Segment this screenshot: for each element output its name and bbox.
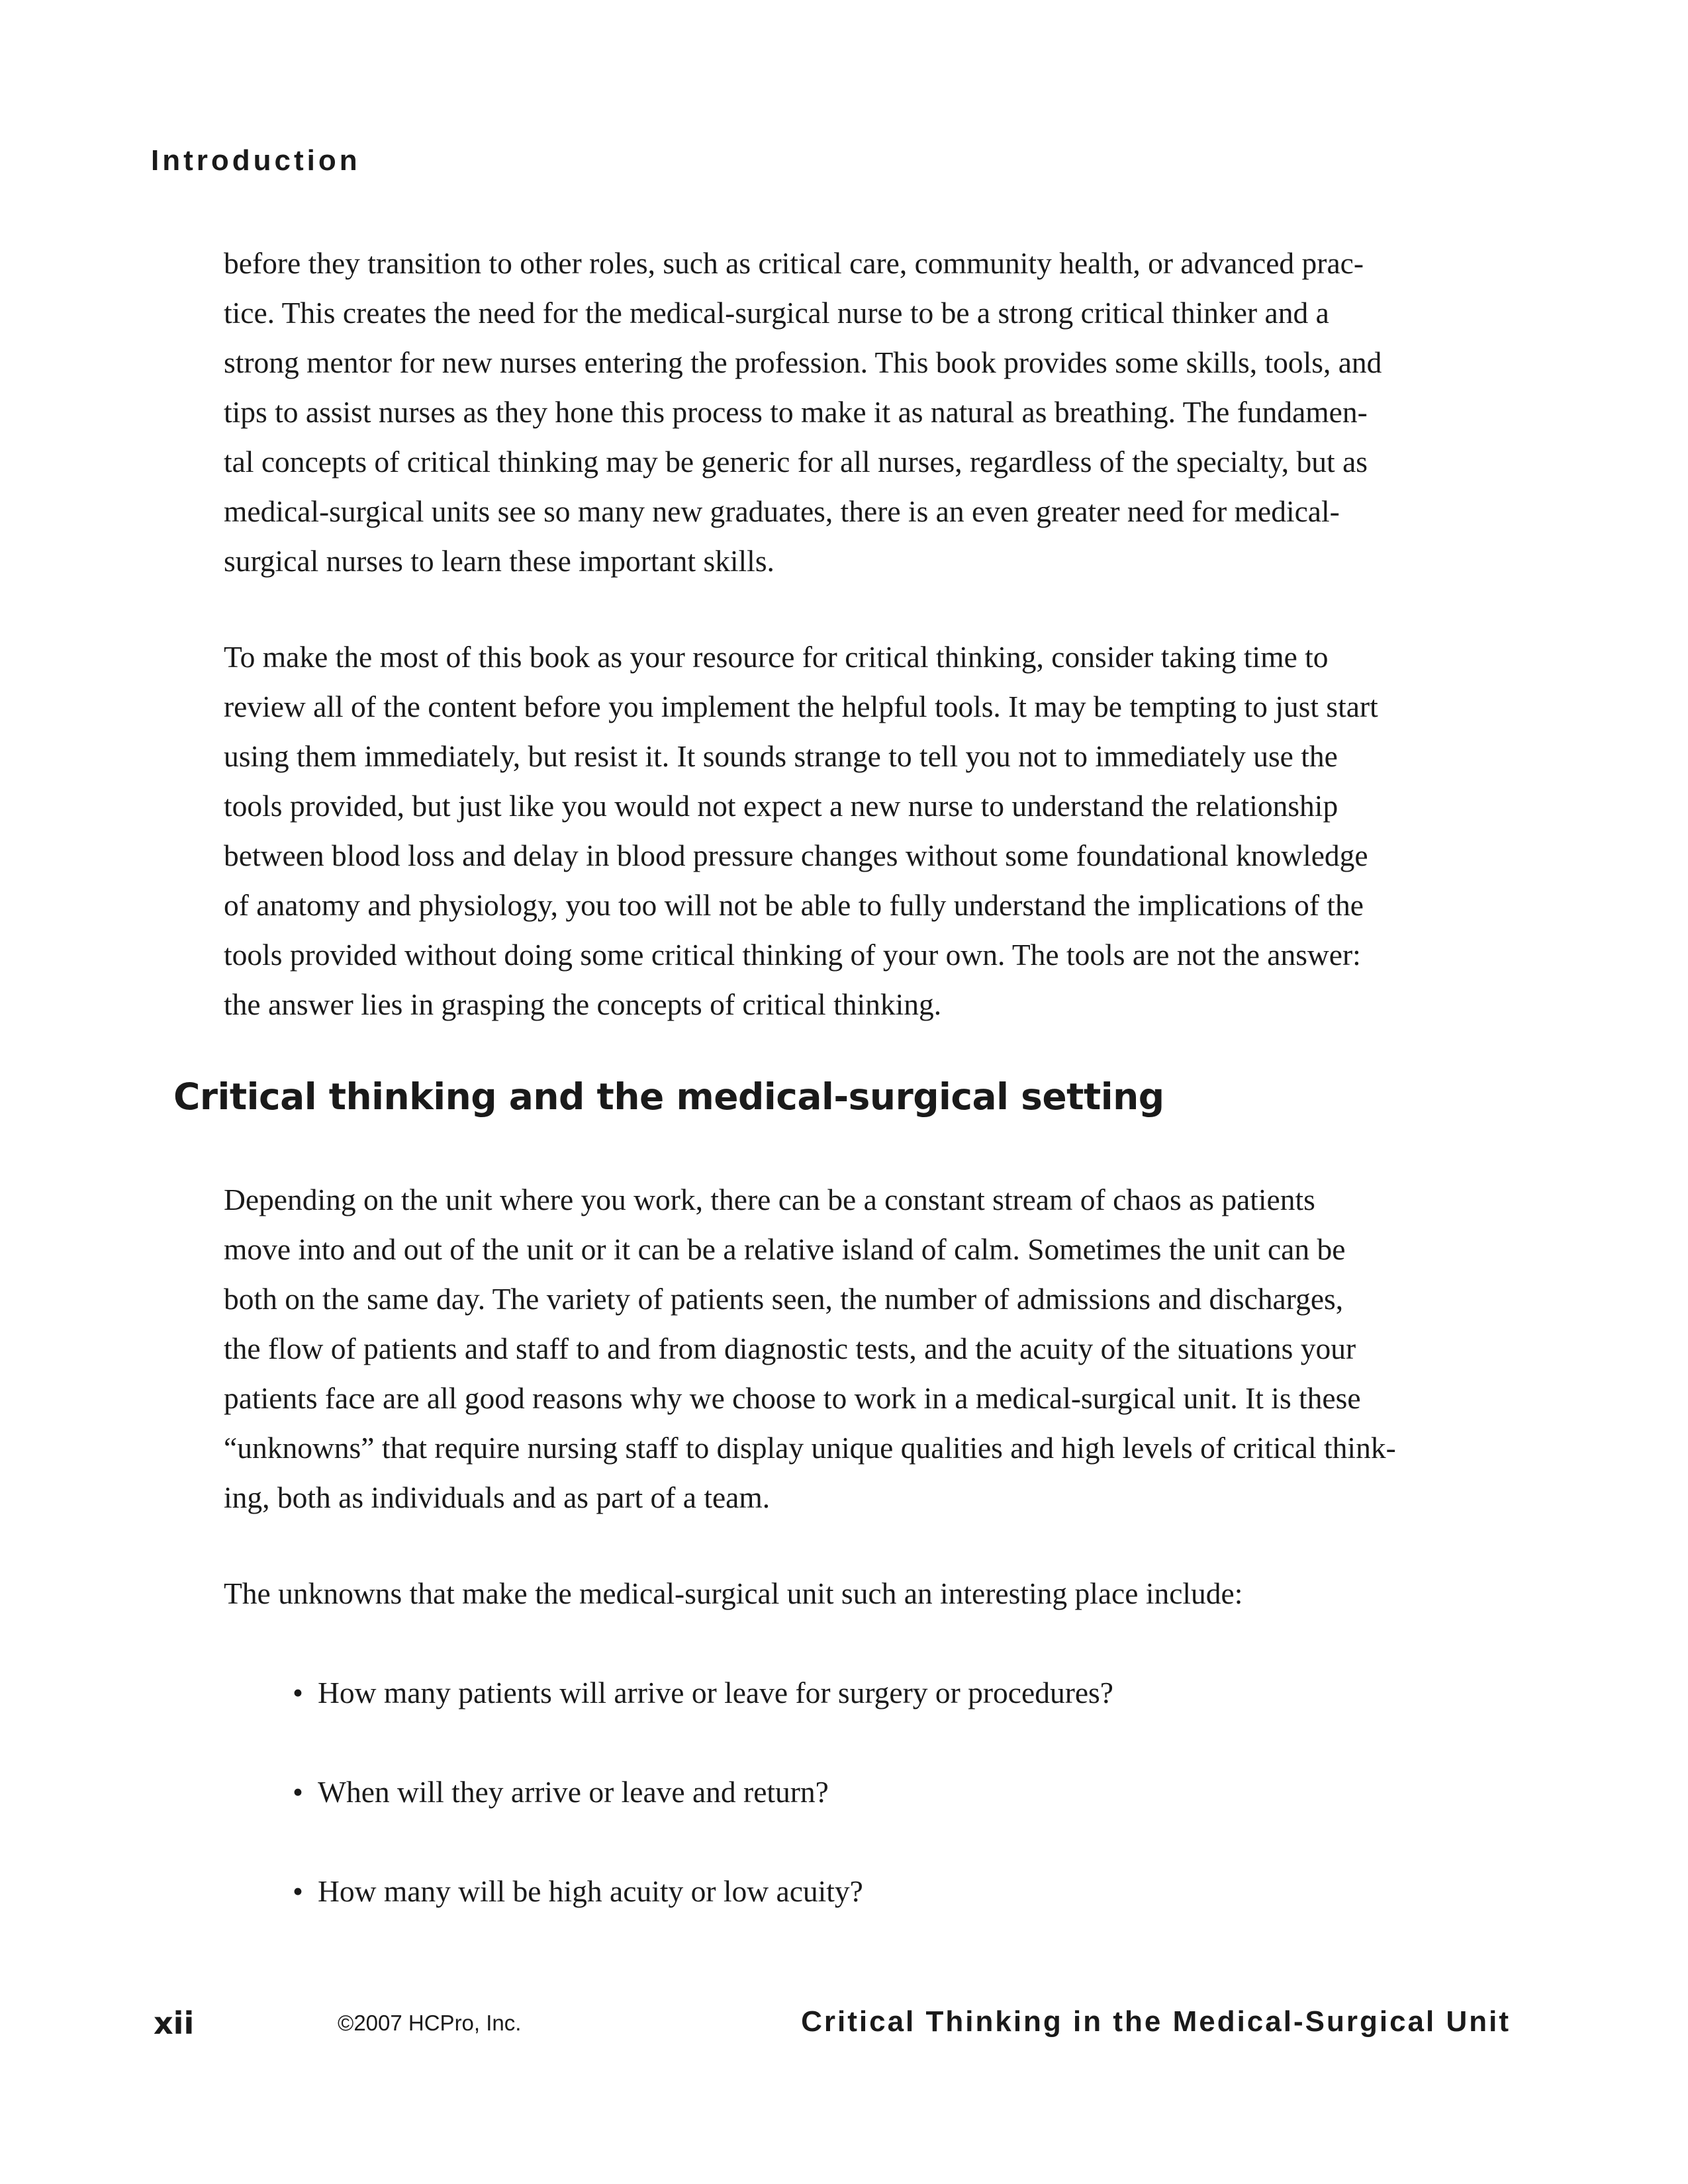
text-line: the flow of patients and staff to and from diagnostic tests, and the acuity of the situations your xyxy=(224,1332,1356,1365)
body-paragraph-3 xyxy=(224,1175,1509,1522)
text-line: the answer lies in grasping the concepts of critical thinking. xyxy=(224,987,942,1021)
list-item xyxy=(293,1767,1113,1866)
text-line: The unknowns that make the medical-surgical unit such an interesting place include: xyxy=(224,1576,1243,1610)
list-item-text: How many will be high acuity or low acuity? xyxy=(318,1874,863,1908)
body-paragraph-2 xyxy=(224,632,1509,1029)
list-item-text: When will they arrive or leave and return? xyxy=(318,1775,829,1809)
section-heading: Critical thinking and the medical-surgical setting xyxy=(173,1075,1164,1118)
text-line: tice. This creates the need for the medical-surgical nurse to be a strong critical thinker and a xyxy=(224,296,1329,330)
text-line: tal concepts of critical thinking may be generic for all nurses, regardless of the specialty, but as xyxy=(224,445,1368,478)
text-line: patients face are all good reasons why we choose to work in a medical-surgical unit. It is these xyxy=(224,1381,1361,1415)
text-line: before they transition to other roles, such as critical care, community health, or advanced prac- xyxy=(224,246,1364,280)
running-head: Introduction xyxy=(151,144,361,177)
text-line: between blood loss and delay in blood pressure changes without some foundational knowledge xyxy=(224,839,1368,872)
text-line: review all of the content before you implement the helpful tools. It may be tempting to just start xyxy=(224,690,1378,723)
list-item xyxy=(293,1866,1113,1966)
list-item-text: How many patients will arrive or leave for surgery or procedures? xyxy=(318,1676,1113,1709)
text-line: both on the same day. The variety of patients seen, the number of admissions and discharges, xyxy=(224,1282,1344,1316)
page-number: xii xyxy=(154,2005,195,2041)
bullet-icon: • xyxy=(293,1874,303,1908)
text-line: tools provided without doing some critical thinking of your own. The tools are not the answer: xyxy=(224,938,1361,972)
text-line: surgical nurses to learn these important skills. xyxy=(224,544,774,578)
text-line: using them immediately, but resist it. It sounds strange to tell you not to immediately use the xyxy=(224,739,1338,773)
body-paragraph-1 xyxy=(224,238,1509,586)
text-line: ing, both as individuals and as part of a team. xyxy=(224,1480,771,1514)
text-line: “unknowns” that require nursing staff to display unique qualities and high levels of critical think- xyxy=(224,1431,1396,1465)
text-line: medical-surgical units see so many new graduates, there is an even greater need for medical- xyxy=(224,494,1340,528)
text-line: To make the most of this book as your resource for critical thinking, consider taking time to xyxy=(224,640,1329,674)
text-line: tools provided, but just like you would not expect a new nurse to understand the relationship xyxy=(224,789,1338,823)
bullet-icon: • xyxy=(293,1676,303,1709)
list-item xyxy=(293,1668,1113,1767)
text-line: of anatomy and physiology, you too will not be able to fully understand the implications of the xyxy=(224,888,1364,922)
copyright-notice: ©2007 HCPro, Inc. xyxy=(338,2011,522,2035)
text-line: strong mentor for new nurses entering the profession. This book provides some skills, tools, and xyxy=(224,345,1382,379)
text-line: move into and out of the unit or it can be a relative island of calm. Sometimes the unit can be xyxy=(224,1232,1346,1266)
book-title: Critical Thinking in the Medical-Surgical Unit xyxy=(801,2005,1511,2038)
bullet-list xyxy=(293,1668,1113,1966)
body-paragraph-4 xyxy=(224,1569,1509,1618)
text-line: Depending on the unit where you work, there can be a constant stream of chaos as patients xyxy=(224,1183,1315,1216)
bullet-icon: • xyxy=(293,1775,303,1809)
text-line: tips to assist nurses as they hone this process to make it as natural as breathing. The fundamen- xyxy=(224,395,1368,429)
